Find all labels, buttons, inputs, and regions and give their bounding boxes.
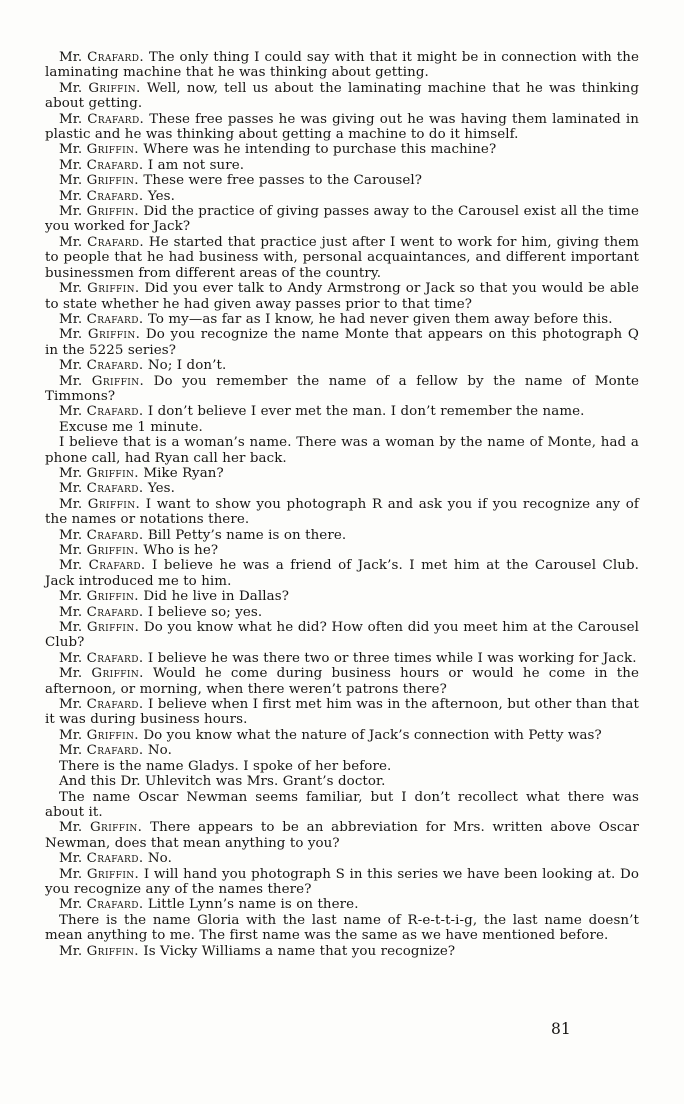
transcript-paragraph: Mr. Crafard. I believe when I first met him was in the afternoon, but other than that it was during business hours.	[45, 697, 639, 728]
speaker-name: Crafard.	[86, 697, 144, 713]
transcript-paragraph: There is the name Gloria with the last name of R-e-t-t-i-g, the last name doesn’t mean anything to me. The first name was the same as we have mentioned before.	[45, 912, 639, 944]
transcript-paragraph: Mr. Griffin. Did the practice of giving passes away to the Carousel exist all the time you worked for Jack?	[45, 204, 639, 235]
transcript-paragraph: I believe that is a woman’s name. There was a woman by the name of Monte, had a phone call, had Ryan call her back.	[45, 435, 639, 466]
transcript-paragraph: Mr. Griffin. These were free passes to the Carousel?	[59, 173, 423, 189]
speaker-name: Griffin.	[86, 866, 140, 882]
transcript-paragraph: Mr. Griffin. Is Vicky Williams a name that you recognize?	[59, 943, 456, 959]
transcript-paragraph: Mr. Crafard. To my—as far as I know, he had never given them away before this.	[59, 311, 613, 327]
speaker-name: Griffin.	[87, 281, 140, 297]
transcript-paragraph: Mr. Crafard. I don’t believe I ever met the man. I don’t remember the name.	[59, 404, 585, 420]
transcript-paragraph: Mr. Crafard. I believe he was there two or three times while I was working for Jack.	[59, 650, 637, 666]
transcript-paragraph: Mr. Crafard. Yes.	[59, 188, 175, 204]
transcript-body	[45, 50, 639, 959]
speaker-name: Crafard.	[86, 897, 144, 913]
speaker-name: Griffin.	[86, 142, 139, 158]
transcript-paragraph: And this Dr. Uhlevitch was Mrs. Grant’s doctor.	[59, 774, 386, 790]
speaker-name: Crafard.	[86, 188, 144, 204]
transcript-paragraph: Mr. Crafard. No.	[59, 743, 172, 759]
speaker-name: Griffin.	[86, 543, 139, 558]
transcript-paragraph: The name Oscar Newman seems familiar, but I don’t recollect what there was about it.	[45, 789, 639, 820]
speaker-name: Crafard.	[87, 111, 145, 127]
speaker-name: Crafard.	[86, 650, 144, 666]
speaker-name: Crafard.	[88, 558, 146, 574]
speaker-name: Griffin.	[86, 943, 139, 959]
speaker-name: Crafard.	[86, 358, 144, 374]
speaker-name: Griffin.	[86, 173, 139, 189]
transcript-paragraph: Mr. Griffin. Did you ever talk to Andy Armstrong or Jack so that you would be able to state whether he had given away passes prior to that time?	[45, 281, 639, 312]
transcript-paragraph: Mr. Crafard. He started that practice just after I went to work for him, giving them to people that he had business with, personal acquaintances, and different important businessmen from different areas of the country.	[45, 234, 639, 281]
speaker-name: Crafard.	[86, 604, 144, 620]
transcript-paragraph: Mr. Griffin. Do you know what he did? How often did you meet him at the Carousel Club?	[45, 620, 639, 651]
page-number: 81	[551, 1020, 571, 1038]
speaker-name: Crafard.	[86, 311, 144, 327]
transcript-paragraph: Mr. Griffin. Who is he?	[59, 543, 219, 558]
transcript-paragraph: Mr. Crafard. No; I don’t.	[59, 358, 227, 374]
transcript-paragraph: Mr. Griffin. There appears to be an abbreviation for Mrs. written above Oscar Newman, does that mean anything to you?	[45, 820, 639, 851]
transcript-paragraph: Mr. Griffin. I want to show you photograph R and ask you if you recognize any of the names or notations there.	[45, 496, 639, 528]
transcript-paragraph: Mr. Griffin. Mike Ryan?	[59, 465, 224, 481]
transcript-paragraph: Mr. Crafard. I believe he was a friend of Jack’s. I met him at the Carousel Club. Jack introduced me to him.	[45, 558, 639, 589]
transcript-paragraph: Mr. Griffin. Well, now, tell us about the laminating machine that he was thinking about getting.	[45, 80, 639, 112]
speaker-name: Crafard.	[86, 481, 144, 497]
speaker-name: Griffin.	[87, 496, 141, 512]
speaker-name: Crafard.	[86, 157, 144, 173]
transcript-paragraph: Mr. Crafard. These free passes he was giving out he was having them laminated in plastic and he was thinking about getting a machine to do it himself.	[45, 111, 639, 143]
transcript-paragraph: Mr. Griffin. I will hand you photograph S in this series we have been looking at. Do you recognize any of the names there?	[45, 866, 639, 897]
transcript-paragraph: Mr. Crafard. Yes.	[59, 481, 175, 497]
speaker-name: Griffin.	[86, 465, 139, 481]
speaker-name: Griffin.	[86, 620, 140, 636]
transcript-paragraph: Mr. Crafard. I am not sure.	[59, 157, 245, 173]
speaker-name: Griffin.	[91, 666, 144, 682]
transcript-paragraph: Mr. Griffin. Did he live in Dallas?	[59, 589, 289, 605]
transcript-paragraph: Mr. Crafard. Bill Petty’s name is on there.	[59, 527, 347, 543]
transcript-paragraph: Mr. Griffin. Would he come during business hours or would he come in the afternoon, or morning, when there weren’t patrons there?	[45, 666, 639, 697]
transcript-paragraph: Mr. Crafard. The only thing I could say with that it might be in connection with the laminating machine that he was thinking about getting.	[45, 50, 639, 81]
transcript-paragraph: Mr. Griffin. Do you recognize the name Monte that appears on this photograph Q in the 5225 series?	[45, 327, 639, 358]
speaker-name: Crafard.	[87, 234, 145, 250]
transcript-paragraph: Mr. Griffin. Do you remember the name of a fellow by the name of Monte Timmons?	[45, 373, 639, 404]
speaker-name: Crafard.	[86, 851, 144, 867]
speaker-name: Crafard.	[87, 50, 145, 65]
speaker-name: Griffin.	[86, 204, 139, 220]
speaker-name: Griffin.	[89, 820, 143, 836]
transcript-paragraph: Mr. Crafard. I believe so; yes.	[59, 604, 263, 620]
transcript-paragraph: Mr. Crafard. No.	[59, 851, 172, 867]
speaker-name: Griffin.	[87, 327, 141, 343]
speaker-name: Griffin.	[86, 727, 139, 743]
speaker-name: Crafard.	[86, 404, 144, 420]
speaker-name: Crafard.	[86, 527, 144, 543]
transcript-paragraph: Excuse me 1 minute.	[59, 419, 203, 435]
speaker-name: Griffin.	[86, 589, 139, 605]
speaker-name: Griffin.	[91, 373, 145, 389]
speaker-name: Griffin.	[88, 80, 141, 96]
speaker-name: Crafard.	[86, 743, 144, 759]
transcript-paragraph: Mr. Griffin. Do you know what the nature of Jack’s connection with Petty was?	[59, 727, 602, 743]
transcript-paragraph: Mr. Crafard. Little Lynn’s name is on there.	[59, 897, 359, 913]
transcript-paragraph: There is the name Gladys. I spoke of her before.	[59, 758, 392, 774]
transcript-paragraph: Mr. Griffin. Where was he intending to purchase this machine?	[59, 142, 497, 158]
